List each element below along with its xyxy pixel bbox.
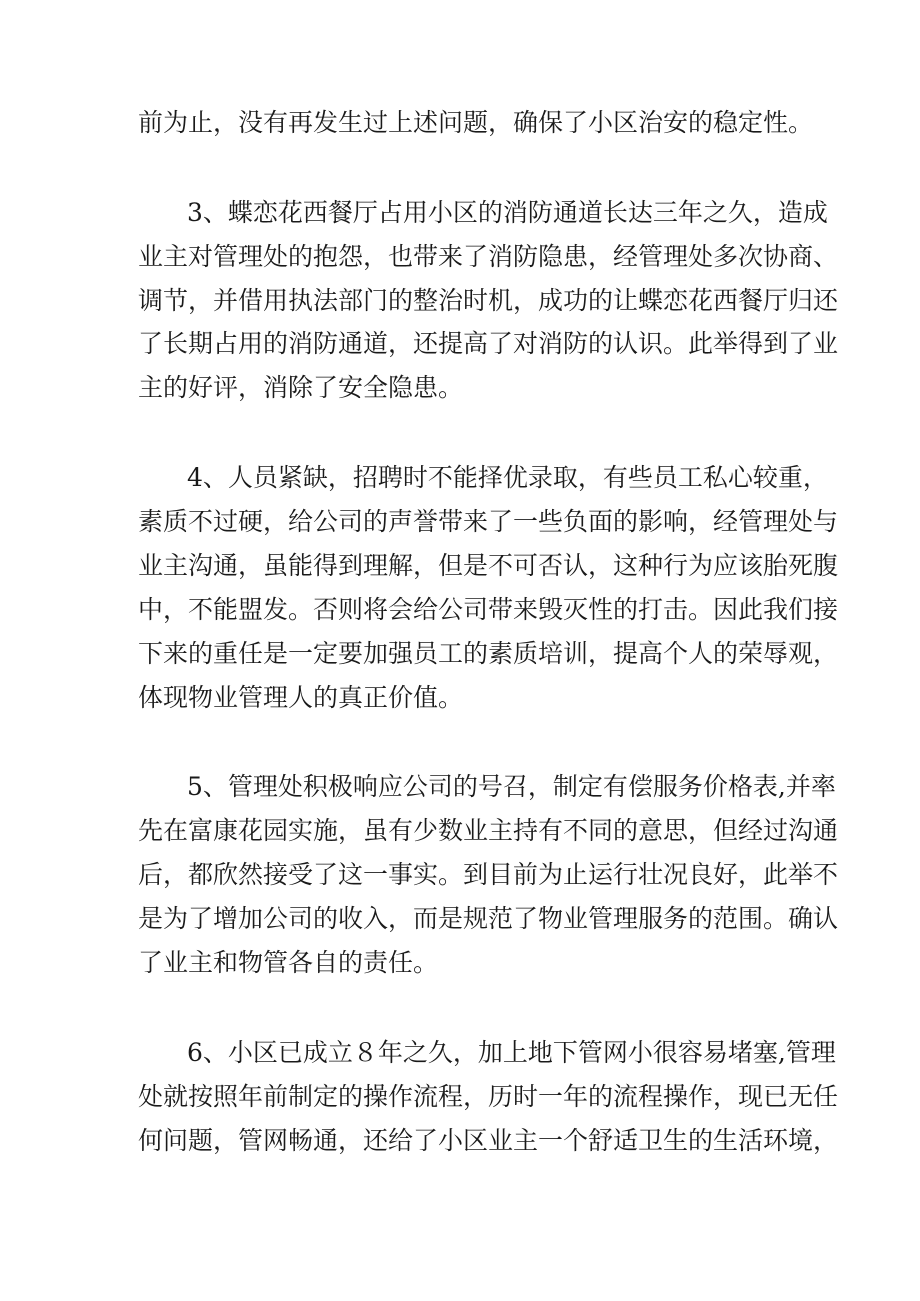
- paragraph-line: 何问题，管网畅通，还给了小区业主一个舒适卫生的生活环境，: [138, 1126, 839, 1155]
- paragraph-line: 处就按照年前制定的操作流程，历时一年的流程操作，现已无任: [138, 1082, 839, 1111]
- paragraph-line: 3、蝶恋花西餐厅占用小区的消防通道长达三年之久，造成: [187, 198, 828, 227]
- paragraph-line: 了长期占用的消防通道，还提高了对消防的认识。此举得到了业: [138, 329, 839, 358]
- paragraph-line: 业主对管理处的抱怨，也带来了消防隐患，经管理处多次协商、: [138, 242, 839, 271]
- paragraph-line: 中，不能盟发。否则将会给公司带来毁灭性的打击。因此我们接: [138, 595, 839, 624]
- paragraph-line: 调节，并借用执法部门的整治时机，成功的让蝶恋花西餐厅归还: [138, 286, 839, 315]
- paragraph-line: 下来的重任是一定要加强员工的素质培训，提高个人的荣辱观，: [138, 639, 839, 668]
- paragraph-line: 先在富康花园实施，虽有少数业主持有不同的意思，但经过沟通: [138, 816, 839, 845]
- paragraph-line: 了业主和物管各自的责任。: [138, 948, 439, 977]
- paragraph-line: 前为止，没有再发生过上述问题，确保了小区治安的稳定性。: [138, 108, 814, 137]
- paragraph-line: 业主沟通，虽能得到理解，但是不可否认，这种行为应该胎死腹: [138, 551, 839, 580]
- paragraph-line: 6、小区已成立８年之久，加上地下管网小很容易堵塞,管理: [187, 1038, 836, 1067]
- paragraph-line: 体现物业管理人的真正价值。: [138, 683, 464, 712]
- paragraph-line: 4、人员紧缺，招聘时不能择优录取，有些员工私心较重，: [187, 463, 828, 492]
- paragraph-line: 5、管理处积极响应公司的号召，制定有偿服务价格表,并率: [187, 772, 836, 801]
- paragraph-line: 后，都欣然接受了这一事实。到目前为止运行壮况良好，此举不: [138, 860, 839, 889]
- paragraph-line: 素质不过硬，给公司的声誉带来了一些负面的影响，经管理处与: [138, 507, 839, 536]
- paragraph-line: 是为了增加公司的收入，而是规范了物业管理服务的范围。确认: [138, 904, 839, 933]
- paragraph-line: 主的好评，消除了安全隐患。: [138, 373, 464, 402]
